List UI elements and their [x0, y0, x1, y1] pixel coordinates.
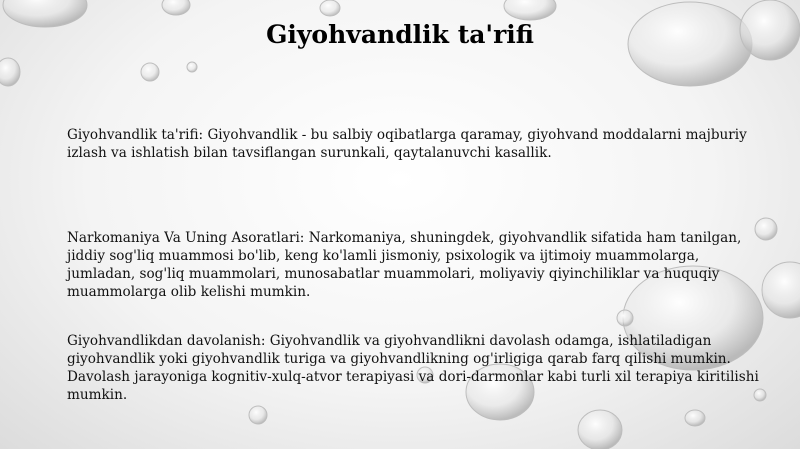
drop	[320, 0, 340, 16]
drop	[141, 63, 159, 81]
slide-title: Giyohvandlik ta'rifi	[266, 20, 534, 49]
definition-paragraph: Giyohvandlik ta'rifi: Giyohvandlik - bu salbiy oqibatlarga qaramay, giyohvand moddalarni majburiy izlash va ishlatish bilan tavsiflangan surunkali, qaytalanuvchi kasallik.	[67, 127, 747, 161]
drop	[762, 262, 800, 318]
drop	[578, 410, 622, 449]
treatment-paragraph: Giyohvandlikdan davolanish: Giyohvandlik va giyohvandlikni davolash odamga, ishlatiladigan giyohvandlik yoki giyohvandlik turiga va giyohvandlikning og'irligiga qarab farq qilishi mumkin. Davolash jarayoniga kognitiv-xulq-atvor terapiyasi va dori-darmonlar kabi turli xil terapiya kiritilishi mumkin.	[67, 333, 759, 403]
drop	[617, 310, 633, 326]
drop	[249, 406, 267, 424]
drop	[504, 0, 556, 20]
drop	[685, 410, 705, 426]
drop	[162, 0, 190, 15]
complications-paragraph: Narkomaniya Va Uning Asoratlari: Narkomaniya, shuningdek, giyohvandlik sifatida ham tanilgan, jiddiy sog'liq muammosi bo'lib, keng ko'lamli jismoniy, psixologik va ijtimoiy muammolarga, jumladan, sog'liq muammolari, munosabatlar muammolari, moliyaviy qiyinchiliklar va huquqiy muammolarga olib kelishi mumkin.	[67, 230, 742, 300]
drop	[0, 58, 20, 86]
drop	[187, 62, 197, 72]
